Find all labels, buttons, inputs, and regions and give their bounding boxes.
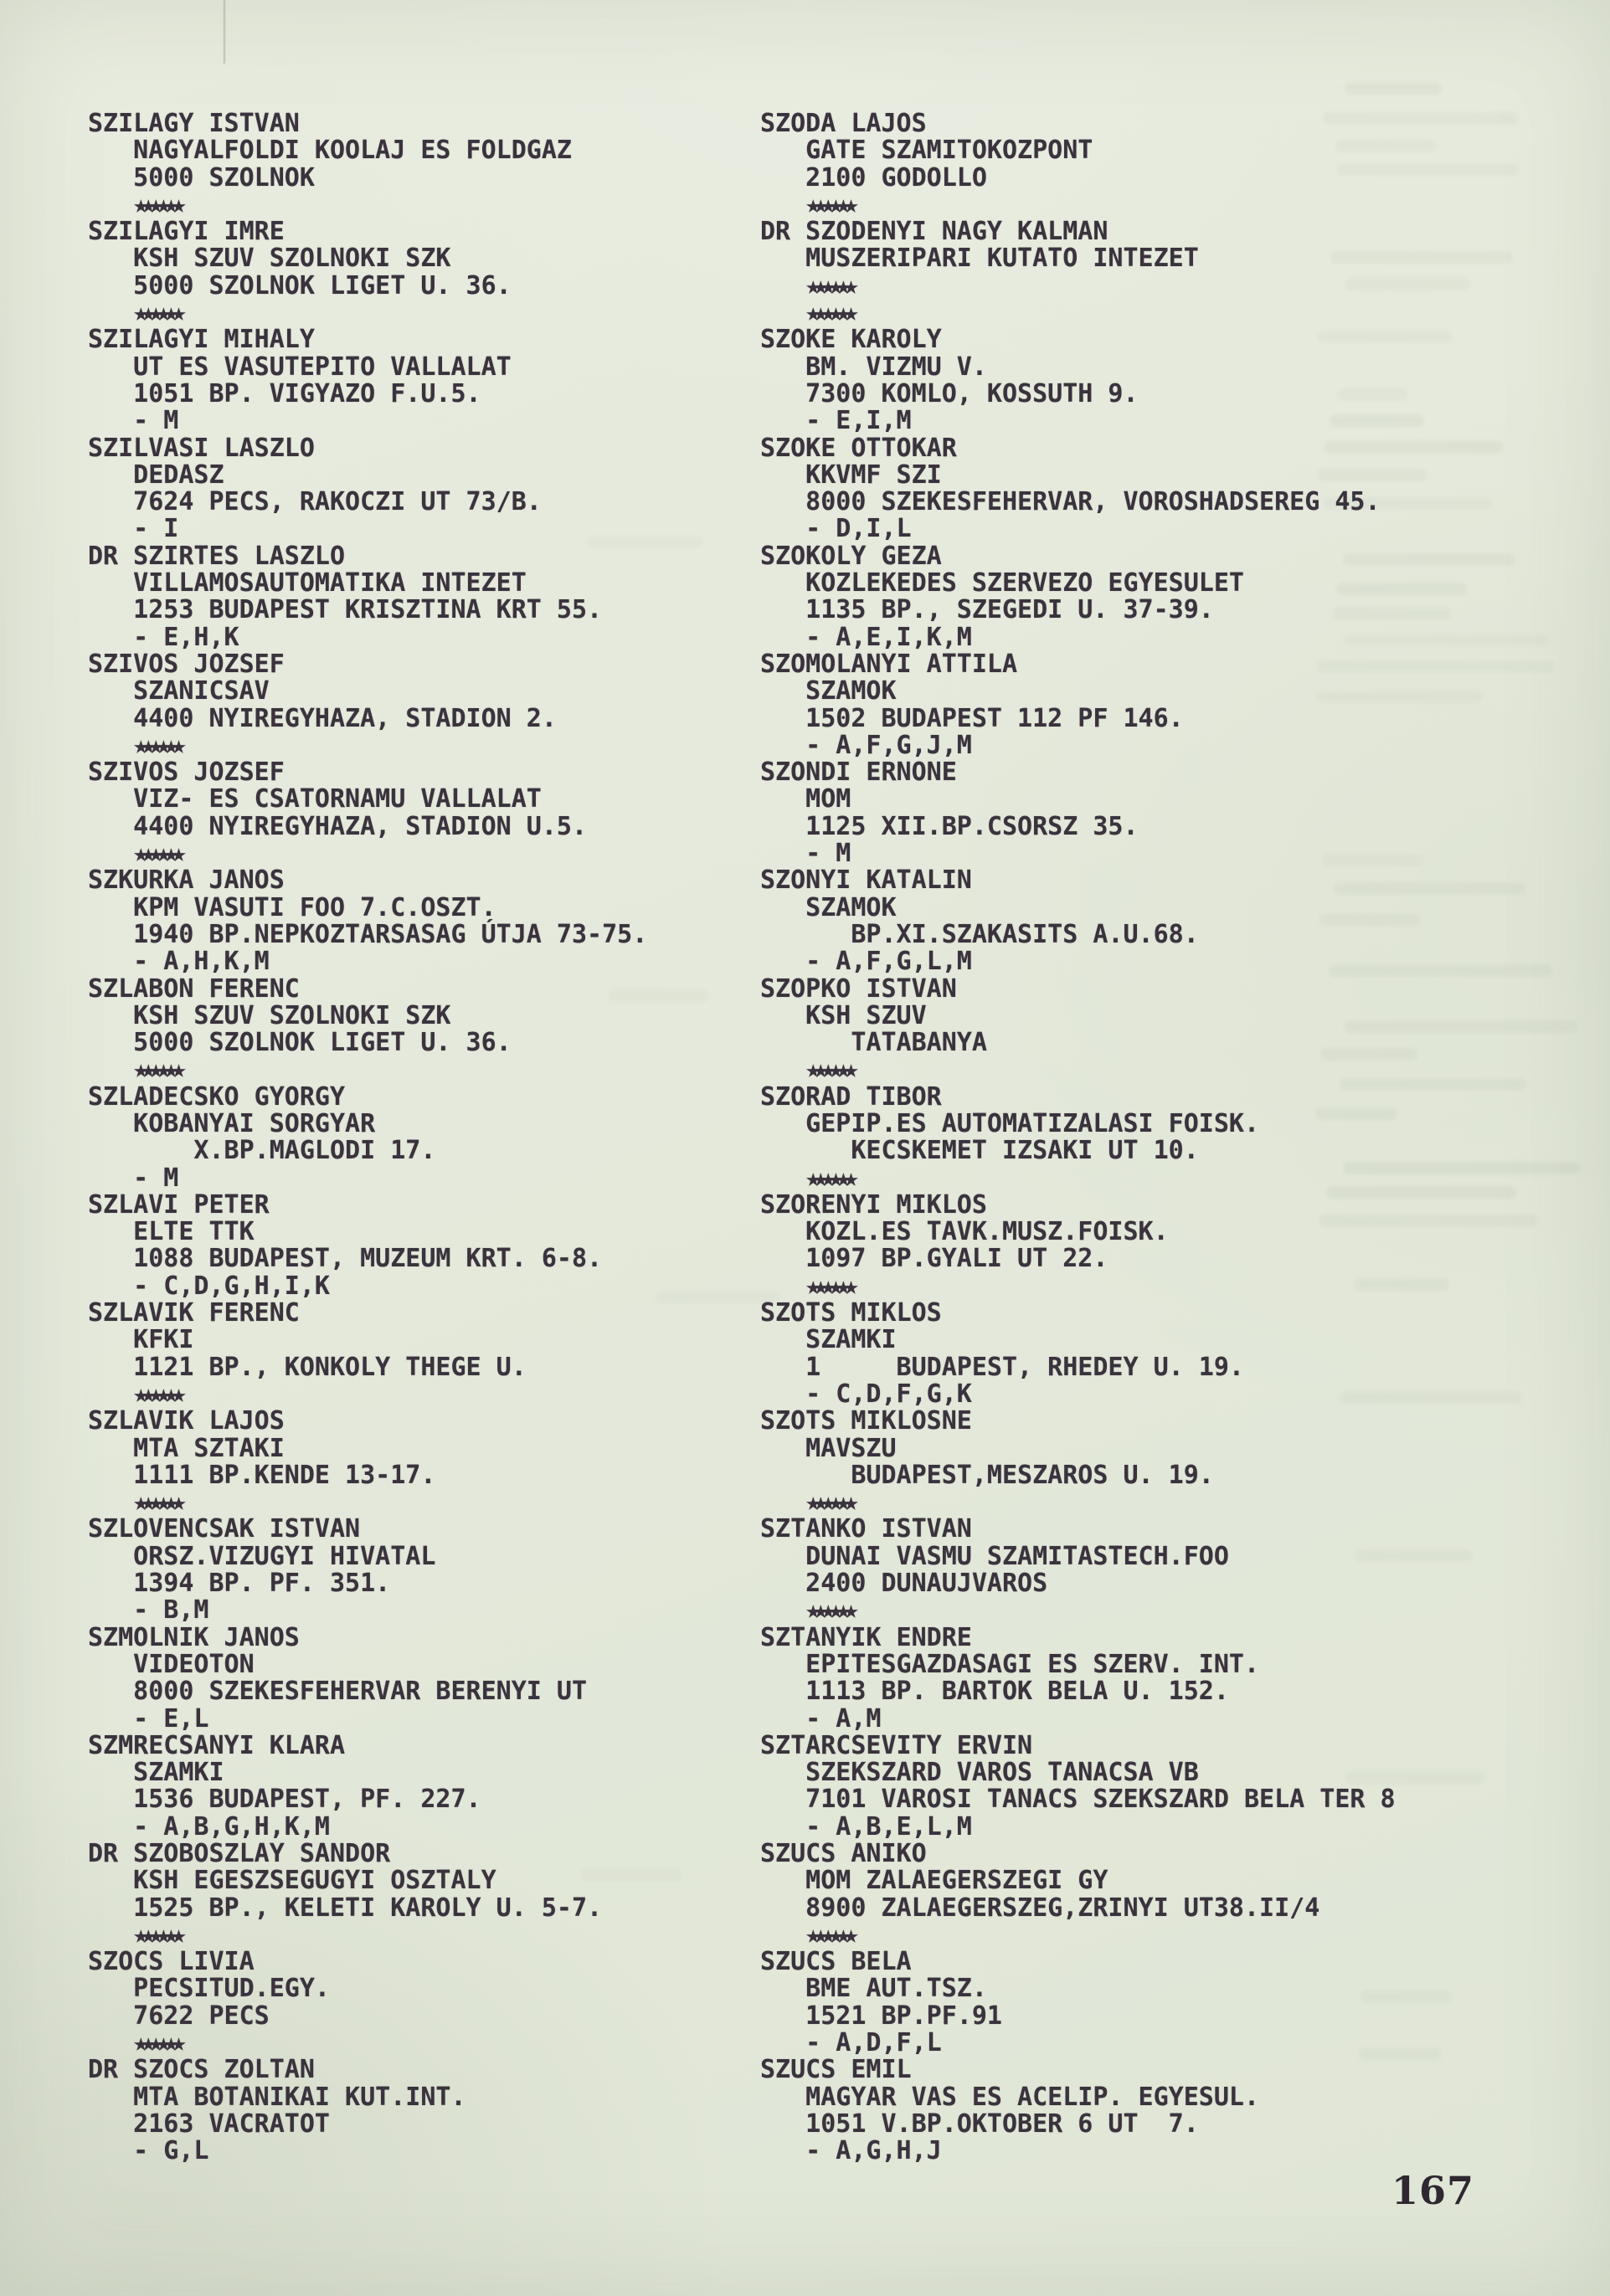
entry-separator-stars: ★★★★★★ [133,1379,179,1409]
entry-mark-line [88,1056,647,1083]
entry-name-line: SZOTS MIKLOS [760,1298,942,1328]
entry-detail-line: VIDEOTON [88,1649,255,1679]
entry-detail-line: 1051 BP. VIGYAZO F.U.5. [88,378,481,408]
entry-mark-line [760,1273,1396,1300]
entry-name-line: SZILAGYI IMRE [88,217,285,247]
entry-mark-line: - M [760,839,851,869]
entry-name-line: SZLAVIK LAJOS [88,1406,285,1436]
entry-separator-stars: ★★★★★★ [805,1487,851,1518]
entry-separator-stars: ★★★★★★ [805,270,851,300]
entry-detail-line: UT ES VASUTEPITO VALLALAT [88,352,512,382]
entry-detail-line: 1521 BP.PF.91 [760,2001,1002,2031]
entry-name-line: DR SZODENYI NAGY KALMAN [760,217,1108,247]
entry-mark-line: - D,I,L [760,514,912,544]
entry-mark-line: - C,D,G,H,I,K [88,1271,330,1301]
entry-mark-line: - A,B,G,H,K,M [88,1811,330,1841]
entry-mark-line [88,840,647,867]
entry-detail-line: X.BP.MAGLODI 17. [88,1136,436,1166]
entry-mark-line: - B,M [88,1595,209,1626]
entry-name-line: SZILVASI LASZLO [88,433,315,463]
entry-detail-line: KSH SZUV [760,1000,927,1030]
entry-detail-line: MAGYAR VAS ES ACELIP. EGYESUL. [760,2082,1260,2112]
entry-mark-line: - A,F,G,L,M [760,947,972,977]
entry-name-line: SZKURKA JANOS [88,865,285,896]
entry-detail-line: 1088 BUDAPEST, MUZEUM KRT. 6-8. [88,1244,603,1274]
entry-mark-line [760,1165,1396,1192]
entry-name-line: SZMOLNIK JANOS [88,1622,300,1652]
entry-detail-line: DUNAI VASMU SZAMITASTECH.FOO [760,1541,1229,1571]
entry-detail-line: 1135 BP., SZEGEDI U. 37-39. [760,595,1214,625]
entry-name-line: SZODA LAJOS [760,109,927,138]
entry-detail-line: 8000 SZEKESFEHERVAR BERENYI UT [88,1677,588,1707]
entry-name-line: SZUCS EMIL [760,2055,912,2085]
entry-name-line: SZOCS LIVIA [88,1947,255,1977]
entry-separator-stars: ★★★★★★ [133,189,179,219]
entry-detail-line: TATABANYA [760,1028,987,1058]
page-number: 167 [1391,2168,1475,2213]
entry-mark-line [760,300,1396,326]
entry-detail-line: ORSZ.VIZUGYI HIVATAL [88,1541,436,1571]
entry-separator-stars: ★★★★★★ [805,1163,851,1193]
entry-detail-line: KOBANYAI SORGYAR [88,1108,376,1138]
entry-detail-line: 7300 KOMLO, KOSSUTH 9. [760,378,1139,408]
entry-detail-line: SZAMKI [88,1758,224,1788]
entry-detail-line: KSH EGESZSEGUGYI OSZTALY [88,1866,496,1896]
entry-detail-line: 1253 BUDAPEST KRISZTINA KRT 55. [88,595,603,625]
entry-detail-line: ELTE TTK [88,1217,255,1247]
entry-mark-line [88,732,647,759]
entry-detail-line: SZANICSAV [88,676,270,706]
entry-detail-line: 7101 VAROSI TANACS SZEKSZARD BELA TER 8 [760,1785,1396,1815]
entry-mark-line: - E,H,K [88,622,239,652]
entry-mark-line: - E,L [88,1703,209,1734]
entry-detail-line: 1125 XII.BP.CSORSZ 35. [760,811,1139,841]
entry-detail-line: SZEKSZARD VAROS TANACSA VB [760,1758,1199,1788]
entry-mark-line: - G,L [88,2136,209,2166]
entry-separator-stars: ★★★★★★ [133,1919,179,1949]
entry-mark-line: - A,H,K,M [88,947,270,977]
entry-detail-line: 2400 DUNAUJVAROS [760,1569,1048,1599]
entry-detail-line: KOZLEKEDES SZERVEZO EGYESULET [760,568,1244,598]
entry-detail-line: 8900 ZALAEGERSZEG,ZRINYI UT38.II/4 [760,1893,1320,1923]
entry-detail-line: 1111 BP.KENDE 13-17. [88,1460,436,1490]
entry-detail-line: 1121 BP., KONKOLY THEGE U. [88,1352,527,1382]
bleedthrough-mark [1345,82,1442,95]
entry-separator-stars: ★★★★★★ [805,189,851,219]
entry-mark-line: - M [88,1163,179,1193]
entry-name-line: SZORAD TIBOR [760,1081,942,1112]
entry-separator-stars: ★★★★★★ [133,730,179,760]
entry-mark-line: - A,B,E,L,M [760,1811,972,1841]
entry-separator-stars: ★★★★★★ [133,1055,179,1085]
entry-detail-line: 4400 NYIREGYHAZA, STADION U.5. [88,811,588,841]
entry-detail-line: BM. VIZMU V. [760,352,987,382]
entry-mark-line [760,1056,1396,1083]
entry-name-line: SZONYI KATALIN [760,865,972,896]
entry-detail-line: 1525 BP., KELETI KAROLY U. 5-7. [88,1893,603,1923]
entry-name-line: SZILAGY ISTVAN [88,109,300,138]
entry-detail-line: SZAMOK [760,892,897,922]
entry-mark-line: - A,M [760,1703,882,1734]
entry-detail-line [760,270,1396,300]
entry-name-line: SZONDI ERNONE [760,758,957,788]
entry-detail-line: 2100 GODOLLO [760,162,987,193]
entry-mark-line [88,300,647,326]
entry-detail-line: GEPIP.ES AUTOMATIZALASI FOISK. [760,1108,1260,1138]
entry-name-line: SZUCS BELA [760,1947,912,1977]
entry-separator-stars: ★★★★★★ [133,298,179,328]
entry-detail-line: MTA BOTANIKAI KUT.INT. [88,2082,466,2112]
entry-detail-line: KSH SZUV SZOLNOKI SZK [88,244,451,274]
entry-detail-line: 1051 V.BP.OKTOBER 6 UT 7. [760,2109,1199,2139]
entry-detail-line: MUSZERIPARI KUTATO INTEZET [760,244,1199,274]
entry-name-line: SZOPKO ISTVAN [760,973,957,1004]
entry-detail-line: KOZL.ES TAVK.MUSZ.FOISK. [760,1217,1169,1247]
entry-name-line: SZMRECSANYI KLARA [88,1730,346,1760]
entry-mark-line: - A,G,H,J [760,2136,942,2166]
entry-detail-line: BUDAPEST,MESZAROS U. 19. [760,1460,1214,1490]
entry-name-line: DR SZIRTES LASZLO [88,541,346,571]
entry-separator-stars: ★★★★★★ [133,839,179,869]
entry-mark-line: - E,I,M [760,406,912,436]
entry-mark-line: - A,F,G,J,M [760,730,972,760]
entry-name-line: SZOMOLANYI ATTILA [760,649,1018,679]
entry-mark-line: - I [88,514,179,544]
entry-name-line: SZTANKO ISTVAN [760,1514,972,1544]
entry-detail-line: KFKI [88,1325,194,1355]
entry-mark-line [760,1597,1396,1624]
entry-detail-line: KSH SZUV SZOLNOKI SZK [88,1000,451,1030]
entry-separator-stars: ★★★★★★ [805,1271,851,1301]
entry-detail-line: 8000 SZEKESFEHERVAR, VOROSHADSEREG 45. [760,487,1381,517]
entry-mark-line [760,189,1396,219]
entry-name-line: DR SZOCS ZOLTAN [88,2055,315,2085]
entry-detail-line: GATE SZAMITOKOZPONT [760,136,1093,166]
entry-detail-line: 1394 BP. PF. 351. [88,1569,391,1599]
paper-scratch [224,0,225,64]
entry-detail-line: BME AUT.TSZ. [760,1974,987,2004]
entry-detail-line: VIZ- ES CSATORNAMU VALLALAT [88,784,542,814]
entry-separator-stars: ★★★★★★ [805,1055,851,1085]
entry-name-line: SZIVOS JOZSEF [88,649,285,679]
entry-name-line: DR SZOBOSZLAY SANDOR [88,1839,391,1868]
entry-detail-line: 1 BUDAPEST, RHEDEY U. 19. [760,1352,1244,1382]
entry-mark-line [88,189,647,219]
entry-name-line: SZLADECSKO GYORGY [88,1081,346,1112]
entry-name-line: SZOKE OTTOKAR [760,433,957,463]
entry-name-line: SZLAVIK FERENC [88,1298,300,1328]
entry-mark-line: - M [88,406,179,436]
entry-detail-line: 2163 VACRATOT [88,2109,330,2139]
entry-detail-line: 1097 BP.GYALI UT 22. [760,1244,1108,1274]
entry-mark-line [760,1489,1396,1516]
entry-detail-line: 5000 SZOLNOK [88,162,315,193]
entry-mark-line [88,1919,647,1949]
entry-detail-line: 1113 BP. BARTOK BELA U. 152. [760,1677,1229,1707]
entry-detail-line: BP.XI.SZAKASITS A.U.68. [760,919,1199,949]
entry-name-line: SZOKE KAROLY [760,325,942,355]
directory-column-right [760,110,1396,2165]
entry-detail-line: 1536 BUDAPEST, PF. 227. [88,1785,481,1815]
entry-name-line: SZOKOLY GEZA [760,541,942,571]
entry-detail-line: 4400 NYIREGYHAZA, STADION 2. [88,703,557,733]
entry-mark-line: - A,D,F,L [760,2028,942,2058]
entry-detail-line: 1940 BP.NEPKOZTARSASAG ÚTJA 73-75. [88,919,648,949]
entry-detail-line: 5000 SZOLNOK LIGET U. 36. [88,270,512,300]
entry-mark-line: - A,E,I,K,M [760,622,972,652]
entry-detail-line: SZAMOK [760,676,897,706]
entry-detail-line: KECSKEMET IZSAKI UT 10. [760,1136,1199,1166]
directory-column-left [88,110,647,2165]
entry-name-line: SZUCS ANIKO [760,1839,927,1868]
entry-detail-line: DEDASZ [88,460,224,490]
entry-name-line: SZOTS MIKLOSNE [760,1406,972,1436]
entry-detail-line: PECSITUD.EGY. [88,1974,330,2004]
entry-mark-line [88,1381,647,1408]
entry-detail-line: 5000 SZOLNOK LIGET U. 36. [88,1028,512,1058]
entry-separator-stars: ★★★★★★ [805,1595,851,1626]
entry-separator-stars: ★★★★★★ [805,1919,851,1949]
entry-detail-line: KPM VASUTI FOO 7.C.OSZT. [88,892,496,922]
entry-detail-line: 7622 PECS [88,2001,270,2031]
entry-detail-line: 7624 PECS, RAKOCZI UT 73/B. [88,487,542,517]
entry-name-line: SZTANYIK ENDRE [760,1622,972,1652]
entry-name-line: SZTARCSEVITY ERVIN [760,1730,1033,1760]
entry-detail-line: EPITESGAZDASAGI ES SZERV. INT. [760,1649,1260,1679]
entry-mark-line [88,1489,647,1516]
entry-name-line: SZORENYI MIKLOS [760,1189,987,1220]
entry-name-line: SZLOVENCSAK ISTVAN [88,1514,361,1544]
entry-detail-line: 1502 BUDAPEST 112 PF 146. [760,703,1184,733]
entry-detail-line: KKVMF SZI [760,460,942,490]
entry-name-line: SZLAVI PETER [88,1189,270,1220]
entry-name-line: SZILAGYI MIHALY [88,325,315,355]
entry-detail-line: MOM [760,784,851,814]
entry-name-line: SZLABON FERENC [88,973,300,1004]
entry-name-line: SZIVOS JOZSEF [88,758,285,788]
entry-detail-line: MOM ZALAEGERSZEGI GY [760,1866,1108,1896]
entry-detail-line: SZAMKI [760,1325,897,1355]
entry-separator-stars: ★★★★★★ [133,2028,179,2058]
entry-separator-stars: ★★★★★★ [133,1487,179,1518]
entry-mark-line [88,2030,647,2057]
entry-detail-line: NAGYALFOLDI KOOLAJ ES FOLDGAZ [88,136,572,166]
entry-separator-stars: ★★★★★★ [805,298,851,328]
entry-detail-line: VILLAMOSAUTOMATIKA INTEZET [88,568,527,598]
entry-mark-line [760,1919,1396,1949]
entry-detail-line: MAVSZU [760,1433,897,1463]
entry-mark-line: - C,D,F,G,K [760,1379,972,1409]
entry-detail-line: MTA SZTAKI [88,1433,285,1463]
